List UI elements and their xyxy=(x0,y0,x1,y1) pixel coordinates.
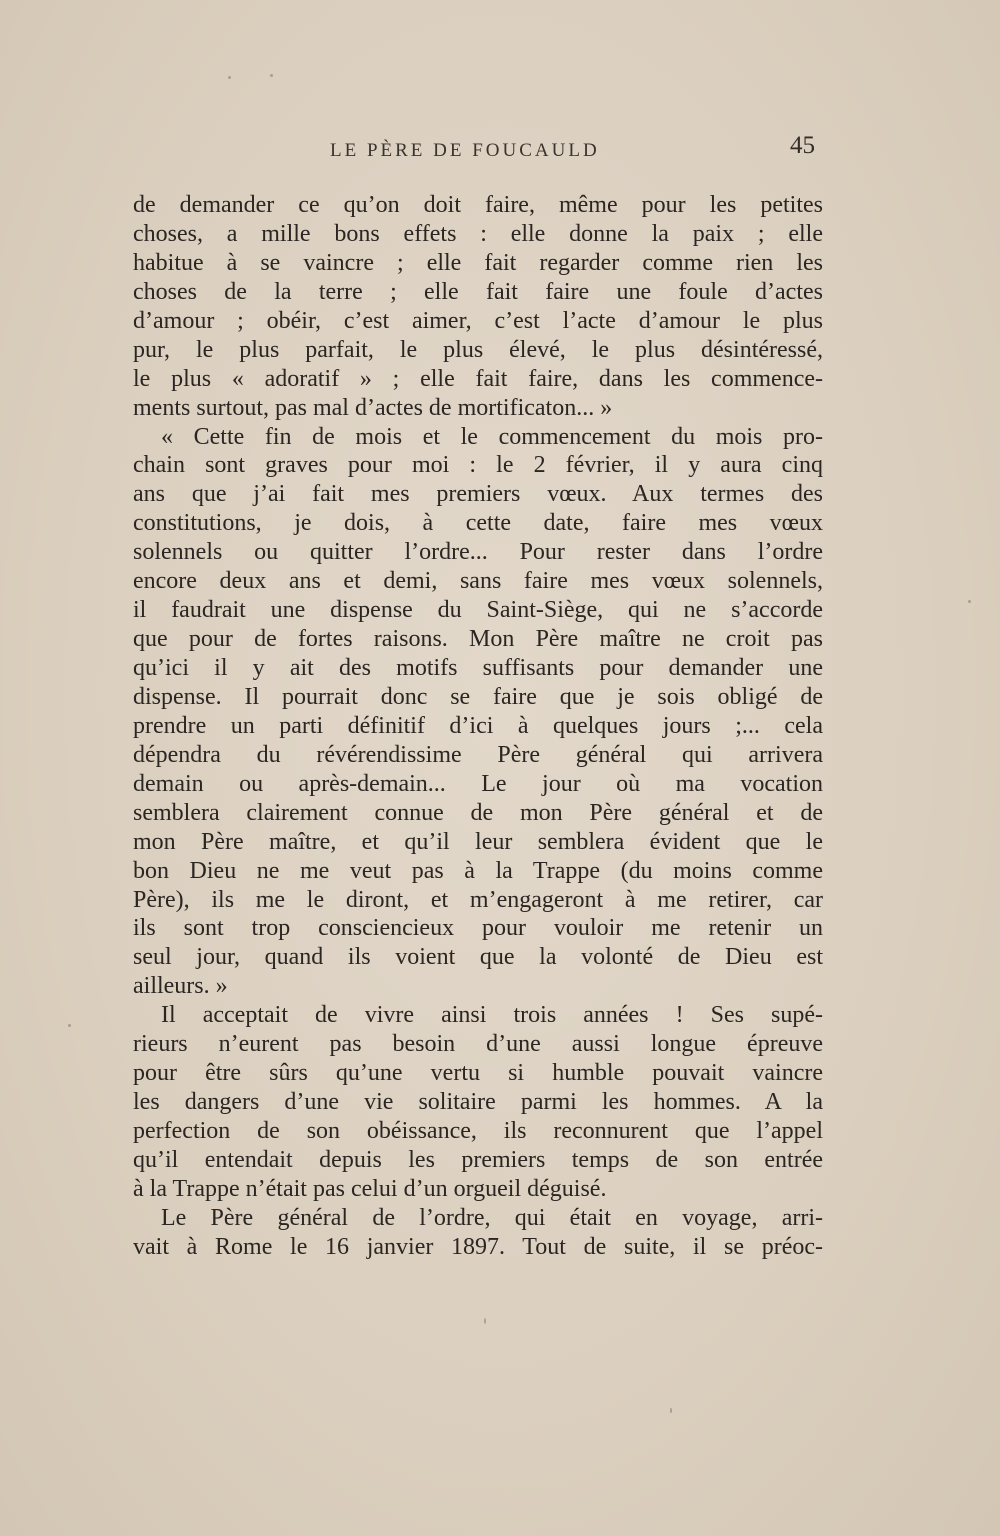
text-line: encore deux ans et demi, sans faire mes vœux solennels, xyxy=(133,568,823,595)
paper-speck xyxy=(270,74,273,77)
text-line: vait à Rome le 16 janvier 1897. Tout de suite, il se préoc- xyxy=(133,1233,823,1260)
text-line: dépendra du révérendissime Père général qui arrivera xyxy=(133,741,823,768)
text-line: mon Père maître, et qu’il leur semblera évident que le xyxy=(133,828,823,855)
text-line: les dangers d’une vie solitaire parmi les hommes. A la xyxy=(133,1089,823,1116)
text-line: à la Trappe n’était pas celui d’un orgueil déguisé. xyxy=(133,1175,607,1202)
text-line: dispense. Il pourrait donc se faire que je sois obligé de xyxy=(133,683,823,710)
body-text xyxy=(133,191,823,1262)
page-number: 45 xyxy=(790,132,815,159)
text-line: solennels ou quitter l’ordre... Pour rester dans l’ordre xyxy=(133,539,823,566)
running-head: LE PÈRE DE FOUCAULD xyxy=(330,140,600,161)
text-line: que pour de fortes raisons. Mon Père maître ne croit pas xyxy=(133,626,823,653)
text-line: bon Dieu ne me veut pas à la Trappe (du moins comme xyxy=(133,857,823,884)
paragraph xyxy=(133,1204,823,1262)
text-line: le plus « adoratif » ; elle fait faire, dans les commence- xyxy=(133,365,823,392)
text-line: habitue à se vaincre ; elle fait regarder comme rien les xyxy=(133,249,823,276)
text-line: qu’il entendait depuis les premiers temps de son entrée xyxy=(133,1146,823,1173)
text-line: ments surtout, pas mal d’actes de mortificaton... » xyxy=(133,394,613,421)
text-line: il faudrait une dispense du Saint-Siège, qui ne s’accorde xyxy=(133,597,823,624)
paper-speck xyxy=(670,1408,672,1413)
text-line: d’amour ; obéir, c’est aimer, c’est l’acte d’amour le plus xyxy=(133,307,823,334)
text-line: chain sont graves pour moi : le 2 février, il y aura cinq xyxy=(133,452,823,479)
text-line: « Cette fin de mois et le commencement du mois pro- xyxy=(161,423,823,450)
text-line: Le Père général de l’ordre, qui était en voyage, arri- xyxy=(161,1204,823,1231)
text-line: pur, le plus parfait, le plus élevé, le plus désintéressé, xyxy=(133,336,823,363)
paragraph xyxy=(133,423,823,1002)
text-line: ans que j’ai fait mes premiers vœux. Aux termes des xyxy=(133,481,823,508)
paper-speck xyxy=(968,600,971,603)
paper-speck xyxy=(228,76,231,79)
text-line: choses, a mille bons effets : elle donne la paix ; elle xyxy=(133,220,823,247)
text-line: semblera clairement connue de mon Père général et de xyxy=(133,799,823,826)
text-line: rieurs n’eurent pas besoin d’une aussi longue épreuve xyxy=(133,1031,823,1058)
text-line: qu’ici il y ait des motifs suffisants pour demander une xyxy=(133,655,823,681)
text-line: demain ou après-demain... Le jour où ma vocation xyxy=(133,770,823,797)
text-line: prendre un parti définitif d’ici à quelques jours ;... cela xyxy=(133,712,823,739)
paper-speck xyxy=(484,1318,486,1324)
text-line: de demander ce qu’on doit faire, même pour les petites xyxy=(133,192,823,218)
text-line: ils sont trop consciencieux pour vouloir me retenir un xyxy=(133,915,823,942)
paragraph xyxy=(133,191,823,423)
text-line: pour être sûrs qu’une vertu si humble pouvait vaincre xyxy=(133,1060,823,1087)
paper-speck xyxy=(68,1024,71,1027)
text-line: perfection de son obéissance, ils reconnurent que l’appel xyxy=(133,1118,823,1144)
text-line: ailleurs. » xyxy=(133,973,228,1000)
text-line: constitutions, je dois, à cette date, faire mes vœux xyxy=(133,510,823,537)
paragraph xyxy=(133,1001,823,1204)
text-line: Père), ils me le diront, et m’engageront à me retirer, car xyxy=(133,886,823,913)
text-line: Il acceptait de vivre ainsi trois années ! Ses supé- xyxy=(161,1002,823,1029)
text-line: seul jour, quand ils voient que la volonté de Dieu est xyxy=(133,944,823,971)
text-line: choses de la terre ; elle fait faire une foule d’actes xyxy=(133,278,823,305)
